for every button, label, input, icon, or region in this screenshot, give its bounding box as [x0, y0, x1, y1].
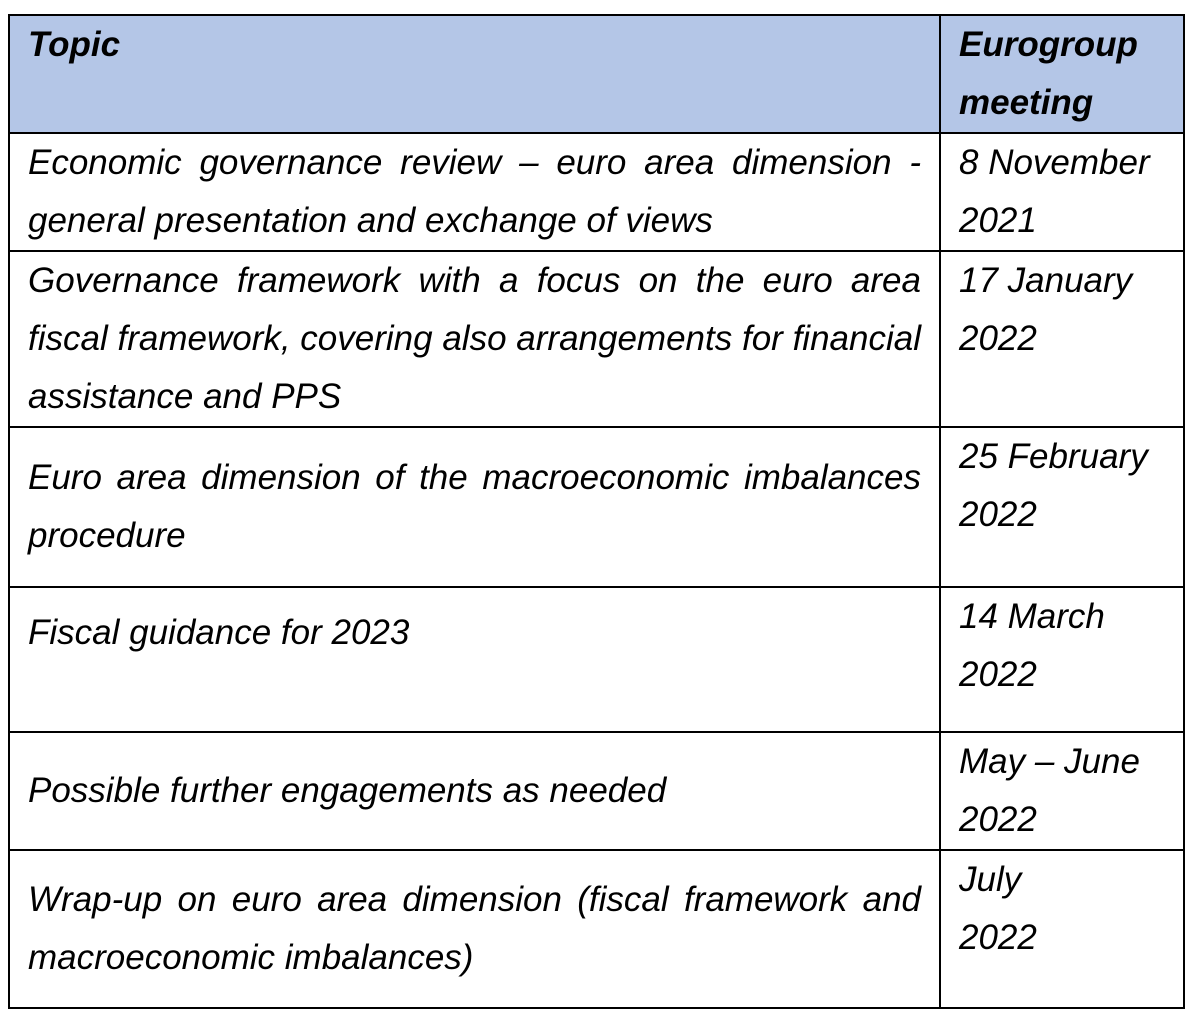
table-row [9, 427, 1184, 587]
table-row [9, 850, 1184, 1008]
meeting-date-year: 2022 [959, 800, 1037, 839]
meeting-date-year: 2022 [959, 918, 1037, 957]
table-row [9, 133, 1184, 251]
meeting-date-cell [940, 587, 1184, 732]
meeting-date-year: 2021 [959, 201, 1037, 240]
header-eurogroup-meeting: Eurogroup meeting [940, 15, 1184, 133]
topic-cell: Possible further engagements as needed [9, 732, 940, 850]
topic-cell: Governance framework with a focus on the euro area fiscal framework, covering also arrangements for financial assistance and PPS [9, 251, 940, 427]
meeting-date-line: 17 January [959, 261, 1133, 300]
table-row [9, 732, 1184, 850]
header-topic: Topic [9, 15, 940, 133]
meeting-date-cell [940, 427, 1184, 587]
eurogroup-schedule-table [8, 14, 1185, 1009]
meeting-date-year: 2022 [959, 319, 1037, 358]
meeting-date-year: 2022 [959, 495, 1037, 534]
meeting-date-line: 8 November [959, 143, 1150, 182]
meeting-date-cell [940, 133, 1184, 251]
meeting-date-line: 25 February [959, 437, 1148, 476]
meeting-date-line: May – June [959, 742, 1140, 781]
table-row [9, 587, 1184, 732]
table-row [9, 251, 1184, 427]
table-header-row [9, 15, 1184, 133]
meeting-date-cell [940, 732, 1184, 850]
topic-cell: Economic governance review – euro area dimension - general presentation and exchange of views [9, 133, 940, 251]
meeting-date-cell [940, 251, 1184, 427]
meeting-date-year: 2022 [959, 655, 1037, 694]
topic-cell: Fiscal guidance for 2023 [9, 587, 940, 732]
meeting-date-line: 14 March [959, 597, 1105, 636]
topic-cell: Euro area dimension of the macroeconomic imbalances procedure [9, 427, 940, 587]
topic-cell: Wrap-up on euro area dimension (fiscal framework and macroeconomic imbalances) [9, 850, 940, 1008]
meeting-date-line: July [959, 860, 1022, 899]
meeting-date-cell [940, 850, 1184, 1008]
